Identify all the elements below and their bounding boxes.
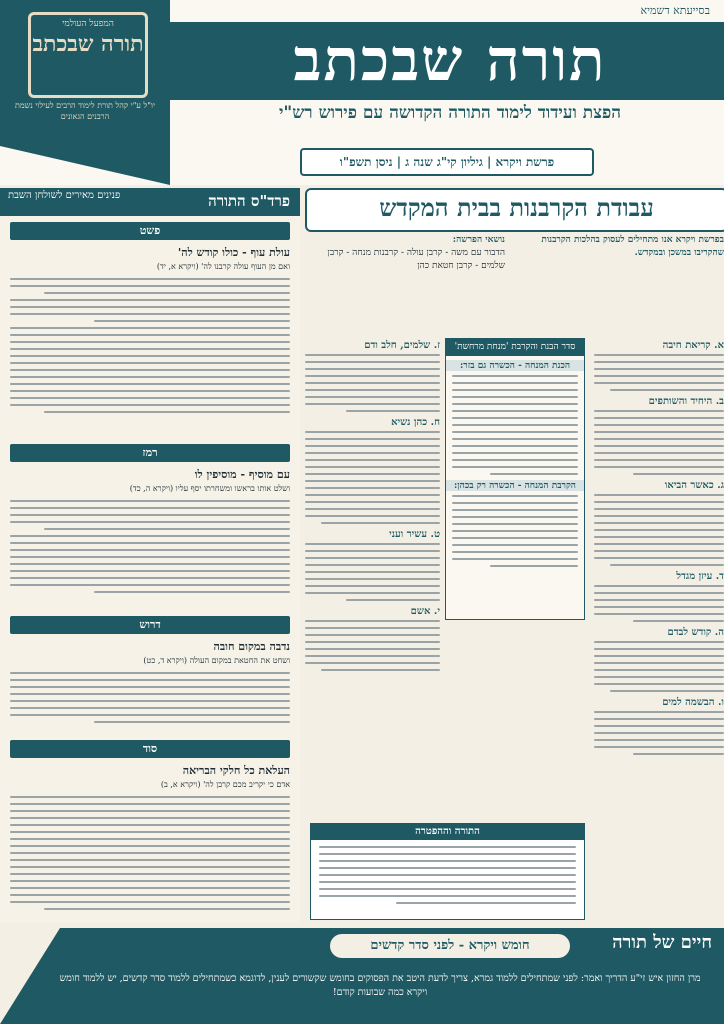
section-verse-pshat: ואם מן העוף עולה קרבנו לה' (ויקרא א, יד): [156, 262, 290, 271]
col-head: ח. כהן נשיא: [391, 417, 440, 428]
mincha-sub-1: הכנת המנחה - הכשרה גם בזר:: [446, 360, 584, 371]
col-head: ב. היחיד והשותפים: [648, 396, 724, 407]
parsha-info: פרשת ויקרא | גיליון קי"ג שנה ג | ניסן תשפ"ו: [300, 148, 594, 176]
col-head: א. קריאת חיבה: [662, 340, 724, 351]
col-head: ו. הבשמה למים: [662, 697, 724, 708]
section-verse-remez: ושלט אותו בראשו ומשחרתו יסף עליו (ויקרא ה, כד): [129, 484, 290, 493]
top-tag: בסייעתא דשמיא: [640, 4, 710, 17]
torah-haftara-head: התורה וההפטרה: [311, 824, 584, 840]
footer-text: מרן החזון איש זי"ע הדריך ואמר: לפני שמתחילים ללמוד גמרא, צריך לדעת היטב את הפסוקים בחומש שקשורים לענין, לדוגמא כשמתחילים ללמוד סדר קדשים, יש ללמוד חומש ויקרא כמה שבועות קודם!: [59, 973, 701, 998]
col-head: ז. שלמים, חלב ודם: [364, 340, 440, 351]
page-title: תורה שבכתב: [293, 26, 607, 94]
article-title-box: [305, 188, 724, 232]
section-title-sod: העלאת כל חלקי הבריאה: [182, 764, 290, 777]
pardes-tag: פנינים מאירים לשולחן השבת: [8, 190, 121, 201]
page-subtitle: הפצת ועידוד לימוד התורה הקדושה עם פירוש רש"י: [278, 103, 622, 123]
col-head: ט. עשיר ועני: [389, 529, 440, 540]
article-intro: בפרשת ויקרא אנו מתחילים לעסוק בהלכות הקרבנות שהקריבו במשכן ובמקדש.: [541, 235, 724, 258]
col-head: ה. קודש לבדם: [667, 627, 724, 638]
logo-name: תורה שבכתב: [32, 31, 144, 57]
section-bar-remez: רמז: [10, 444, 290, 462]
logo-badge: [28, 12, 148, 98]
section-body-remez: [10, 500, 290, 598]
section-bar-pshat: פשט: [10, 222, 290, 240]
pardes-title: פרד"ס התורה: [208, 192, 290, 210]
article-col-right: [594, 338, 724, 760]
section-bar-drush: דרוש: [10, 616, 290, 634]
footer-title: חיים של תורה: [612, 932, 712, 953]
torah-haftara-box: [310, 823, 585, 920]
article-title: עבודת הקרבנות בבית המקדש: [379, 193, 654, 222]
pardes-column: [0, 188, 300, 923]
mincha-sub-2: הקרבת המנחה - הכשרה רק בכהן:: [446, 480, 584, 491]
logo: [0, 0, 170, 185]
section-bar-sod: סוד: [10, 740, 290, 758]
footer-pill: חומש ויקרא - לפני סדר קדשים: [330, 934, 570, 958]
article-column: [305, 188, 724, 923]
logo-top-line: המפעל העולמי: [62, 19, 114, 29]
section-title-drush: נדבה במקום חובה: [213, 640, 290, 653]
article-col-left-text: [305, 338, 440, 676]
col-head: י. אשם: [410, 606, 440, 617]
header: [0, 0, 724, 185]
section-title-remez: עם מוסיף - מוסיפין לו: [194, 468, 290, 481]
section-body-sod: [10, 796, 290, 915]
section-body-drush: [10, 672, 290, 728]
logo-credit: יו"ל ע"י קהל תורת לימוד הרבים לעילוי נשמת הרבנים הגאונים: [14, 101, 156, 121]
mincha-box-head: סדר הבנת והקרבת 'מנחת מרחשת': [446, 339, 584, 356]
col-head: ד. עיזן מגדל: [676, 571, 724, 582]
footer: [0, 928, 724, 1024]
section-body-pshat: [10, 278, 290, 418]
topics-head: נושאי הפרשה:: [452, 235, 505, 245]
section-verse-sod: אדם כי יקריב מכם קרבן לה' (ויקרא א, ב): [160, 780, 290, 789]
col-head: ג. כאשר הביאו: [664, 480, 724, 491]
section-title-pshat: עולת עוף - כולו קודש לה': [177, 246, 290, 259]
topics-list: הדבור עם משה - קרבן עולה - קרבנות מנחה - קרבן שלמים - קרבן חטאת כהן: [327, 248, 505, 271]
mincha-box: [445, 338, 585, 620]
topics-box: [305, 234, 505, 273]
section-verse-drush: ושחט את החטאת במקום העולה (ויקרא ד, כט): [143, 656, 290, 665]
pardes-header: [0, 188, 300, 216]
